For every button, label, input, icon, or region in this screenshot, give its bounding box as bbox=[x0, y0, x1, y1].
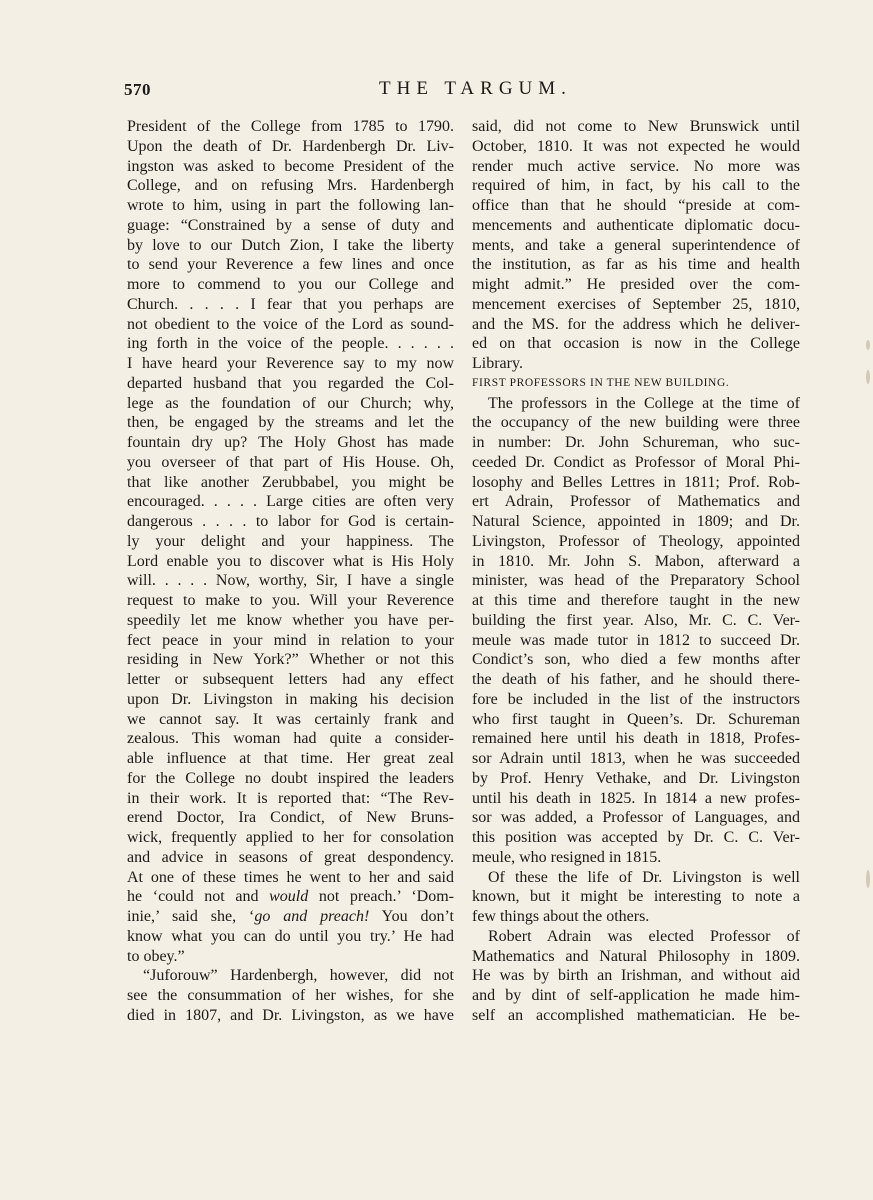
text-line: ert Adrain, Professor of Mathematics and bbox=[472, 493, 800, 511]
text-line: required of him, in fact, by his call to the bbox=[472, 177, 800, 195]
text-line: Robert Adrain was elected Professor of bbox=[488, 927, 800, 945]
text-line: the occupancy of the new building were three bbox=[472, 414, 800, 432]
text-line: in 1810. Mr. John S. Mabon, afterward a bbox=[472, 552, 800, 570]
text-line: Lord enable you to discover what is His Holy bbox=[127, 552, 454, 570]
text-line: know what you can do until you try.’ He had bbox=[127, 927, 454, 945]
text-line: he ‘could not and would not preach.’ ‘Dom- bbox=[127, 888, 454, 906]
text-line: inie,’ said she, ‘go and preach! You don’t bbox=[127, 908, 455, 925]
text-line: by Prof. Henry Vethake, and Dr. Livingston bbox=[472, 769, 800, 787]
text-line: fore be included in the list of the instructors bbox=[472, 690, 800, 708]
text-line: Church. . . . . I fear that you perhaps are bbox=[127, 295, 454, 313]
text-line: died in 1807, and Dr. Livingston, as we have bbox=[127, 1006, 454, 1024]
text-line: ingston was asked to become President of the bbox=[127, 157, 454, 175]
text-line: departed husband that you regarded the Col- bbox=[127, 374, 454, 392]
text-line: who first taught in Queen’s. Dr. Schureman bbox=[472, 710, 800, 728]
text-line: College, and on refusing Mrs. Hardenbergh bbox=[127, 177, 454, 195]
text-line: At one of these times he went to her and said bbox=[127, 868, 454, 886]
text-line: dangerous . . . . to labor for God is certain- bbox=[127, 513, 454, 530]
text-line: more to commend to you our College and bbox=[127, 276, 454, 293]
text-line: mencement exercises of September 25, 1810, bbox=[472, 295, 800, 313]
text-line: this position was accepted by Dr. C. C. Ver- bbox=[472, 829, 800, 846]
text-line: by love to our Dutch Zion, I take the liberty bbox=[127, 236, 454, 254]
running-title: THE TARGUM. bbox=[379, 78, 572, 99]
text-line: zealous. This woman had quite a consider- bbox=[127, 730, 454, 748]
page-header bbox=[124, 80, 804, 104]
text-line: Upon the death of Dr. Hardenbergh Dr. Liv- bbox=[127, 137, 454, 155]
text-line: He was by birth an Irishman, and without aid bbox=[472, 967, 800, 985]
text-line: able influence at that time. Her great zeal bbox=[127, 750, 454, 767]
text-line: sor Adrain until 1813, when he was succeeded bbox=[472, 750, 800, 767]
text-line: residing in New York?” Whether or not this bbox=[127, 651, 454, 669]
text-line: office than that he should “preside at com- bbox=[472, 197, 800, 214]
text-line: ed on that occasion is now in the College bbox=[472, 335, 800, 353]
text-line: minister, was head of the Preparatory School bbox=[472, 572, 800, 590]
text-line: and advice in seasons of great despondency. bbox=[127, 848, 454, 866]
text-line: known, but it might be interesting to note a bbox=[472, 888, 800, 906]
text-line: wrote to him, using in part the following lan- bbox=[127, 197, 454, 214]
text-line: wick, frequently applied to her for consolation bbox=[127, 829, 454, 846]
text-line: The professors in the College at the time of bbox=[488, 394, 800, 412]
text-line: for the College no doubt inspired the leaders bbox=[127, 769, 454, 787]
paper-speck bbox=[866, 340, 870, 350]
text-line: meule, who resigned in 1815. bbox=[472, 848, 662, 866]
page-number: 570 bbox=[124, 80, 151, 99]
text-line: few things about the others. bbox=[472, 908, 650, 925]
text-line: sor was added, a Professor of Languages, and bbox=[472, 809, 800, 827]
text-line: said, did not come to New Brunswick until bbox=[472, 118, 800, 135]
text-line: building the first year. Also, Mr. C. C. Ver- bbox=[472, 611, 800, 629]
text-line: speedily let me know whether you have per- bbox=[127, 611, 454, 629]
text-line: the institution, as far as his time and health bbox=[472, 256, 800, 274]
text-line: to send your Reverence a few lines and once bbox=[127, 256, 454, 274]
text-line: request to make to you. Will your Reverence bbox=[127, 592, 454, 609]
text-line: fountain dry up? The Holy Ghost has made bbox=[127, 434, 454, 451]
text-line: Natural Science, appointed in 1809; and Dr. bbox=[472, 513, 800, 530]
text-line: that like another Zerubbabel, you might be bbox=[127, 473, 454, 491]
text-line: ing forth in the voice of the people. . . . . . bbox=[127, 335, 454, 353]
text-line: ments, and take a general superintendence of bbox=[472, 236, 800, 254]
text-line: to obey.” bbox=[127, 947, 185, 965]
text-line: not obedient to the voice of the Lord as sound- bbox=[127, 315, 454, 333]
text-line: until his death in 1825. In 1814 a new profes- bbox=[472, 789, 800, 807]
right-column bbox=[472, 117, 800, 1026]
text-line: Of these the life of Dr. Livingston is well bbox=[488, 868, 800, 886]
text-line: letter or subsequent letters had any effect bbox=[127, 671, 454, 688]
text-line: Library. bbox=[472, 355, 523, 372]
text-line: might admit.” He presided over the com- bbox=[472, 276, 800, 293]
text-line: Mathematics and Natural Philosophy in 1809. bbox=[472, 947, 800, 965]
text-line: Livingston, Professor of Theology, appointed bbox=[472, 532, 800, 550]
text-line: in number: Dr. John Schureman, who suc- bbox=[472, 434, 800, 451]
text-line: encouraged. . . . . Large cities are often very bbox=[127, 493, 454, 511]
text-line: losophy and Belles Lettres in 1811; Prof. Rob- bbox=[472, 473, 800, 491]
text-line: remained here until his death in 1818, Profes- bbox=[472, 730, 800, 748]
left-column bbox=[127, 117, 454, 1026]
text-line: and the MS. for the address which he deliver- bbox=[472, 315, 800, 333]
text-line: upon Dr. Livingston in making his decision bbox=[127, 690, 454, 708]
paper-speck bbox=[866, 370, 870, 384]
text-line: meule was made tutor in 1812 to succeed Dr. bbox=[472, 631, 800, 649]
paper-speck bbox=[866, 870, 870, 888]
text-line: ly your delight and your happiness. The bbox=[127, 532, 454, 550]
text-line: the death of his father, and he should there- bbox=[472, 671, 800, 688]
text-line: Condict’s son, who died a few months after bbox=[472, 651, 800, 669]
text-line: then, be engaged by the streams and let the bbox=[127, 414, 454, 432]
text-line: mencements and authenticate diplomatic docu- bbox=[472, 216, 800, 234]
text-line: see the consummation of her wishes, for she bbox=[127, 987, 454, 1004]
text-line: “Juforouw” Hardenbergh, however, did not bbox=[143, 967, 454, 985]
text-line: lege as the foundation of our Church; why, bbox=[127, 394, 454, 412]
text-line: you overseer of that part of His House. Oh, bbox=[127, 453, 454, 471]
text-line: I have heard your Reverence say to my now bbox=[127, 355, 454, 372]
text-line: in their work. It is reported that: “The Rev- bbox=[127, 789, 454, 807]
text-line: guage: “Constrained by a sense of duty and bbox=[127, 216, 454, 234]
text-line: self an accomplished mathematician. He be- bbox=[472, 1006, 800, 1024]
text-line: render much active service. No more was bbox=[472, 157, 800, 175]
text-line: at this time and therefore taught in the new bbox=[472, 592, 800, 609]
section-heading: FIRST PROFESSORS IN THE NEW BUILDING. bbox=[472, 376, 730, 389]
text-line: fect peace in your mind in relation to your bbox=[127, 631, 454, 649]
text-line: erend Doctor, Ira Condict, of New Bruns- bbox=[127, 809, 454, 827]
text-line: President of the College from 1785 to 1790. bbox=[127, 118, 454, 135]
text-line: ceeded Dr. Condict as Professor of Moral Phi- bbox=[472, 453, 800, 471]
text-line: we cannot say. It was certainly frank and bbox=[127, 710, 454, 728]
text-line: October, 1810. It was not expected he would bbox=[472, 137, 800, 155]
text-line: will. . . . . Now, worthy, Sir, I have a single bbox=[127, 572, 454, 590]
text-line: and by dint of self-application he made him- bbox=[472, 987, 800, 1004]
